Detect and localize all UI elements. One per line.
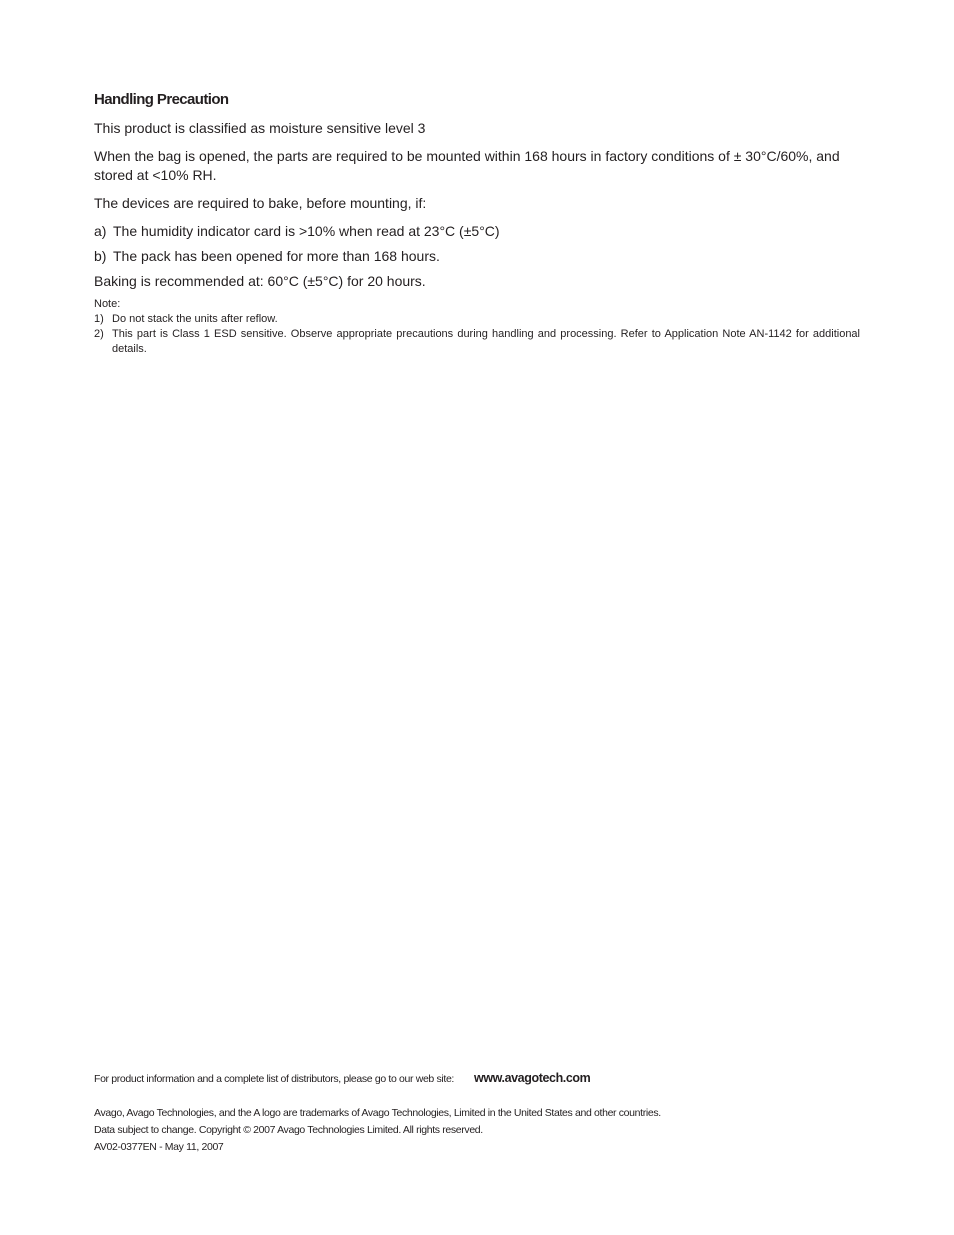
list-marker: b): [94, 248, 107, 264]
note-number: 1): [94, 313, 104, 325]
footer-info-line: [94, 1071, 854, 1089]
bake-requirement-paragraph: The devices are required to bake, before mounting, if:: [94, 195, 427, 211]
section-heading: Handling Precaution: [94, 91, 229, 108]
trademark-notice: Avago, Avago Technologies, and the A logo are trademarks of Avago Technologies, Limited in the United States and other countries.: [94, 1107, 661, 1119]
footer-info-text: For product information and a complete list of distributors, please go to our web site:: [94, 1073, 454, 1085]
list-item: [94, 222, 860, 241]
list-item-text: The humidity indicator card is >10% when read at 23°C (±5°C): [113, 223, 500, 239]
list-item: [94, 247, 860, 266]
note-text: Do not stack the units after reflow.: [112, 313, 278, 325]
note-number: 2): [94, 328, 104, 340]
note-text: This part is Class 1 ESD sensitive. Observe appropriate precautions during handling and processing. Refer to Application Note AN-1142 for additional details.: [112, 328, 860, 355]
list-marker: a): [94, 223, 107, 239]
note-item: [94, 312, 860, 327]
document-id: AV02-0377EN - May 11, 2007: [94, 1141, 224, 1153]
website-link[interactable]: www.avagotech.com: [474, 1071, 591, 1085]
note-item: [94, 327, 860, 357]
mounting-conditions-paragraph: When the bag is opened, the parts are required to be mounted within 168 hours in factory conditions of ± 30°C/60%, and stored at <10% RH.: [94, 148, 840, 183]
handling-precaution-section: [94, 90, 860, 357]
copyright-notice: Data subject to change. Copyright © 2007 Avago Technologies Limited. All rights reserved.: [94, 1124, 483, 1136]
list-item-text: The pack has been opened for more than 168 hours.: [113, 248, 440, 264]
page-footer: [94, 1071, 854, 1156]
baking-recommendation: Baking is recommended at: 60°C (±5°C) for 20 hours.: [94, 273, 426, 289]
moisture-level-paragraph: This product is classified as moisture sensitive level 3: [94, 120, 426, 136]
note-label: Note:: [94, 298, 121, 310]
legal-block: [94, 1105, 854, 1156]
